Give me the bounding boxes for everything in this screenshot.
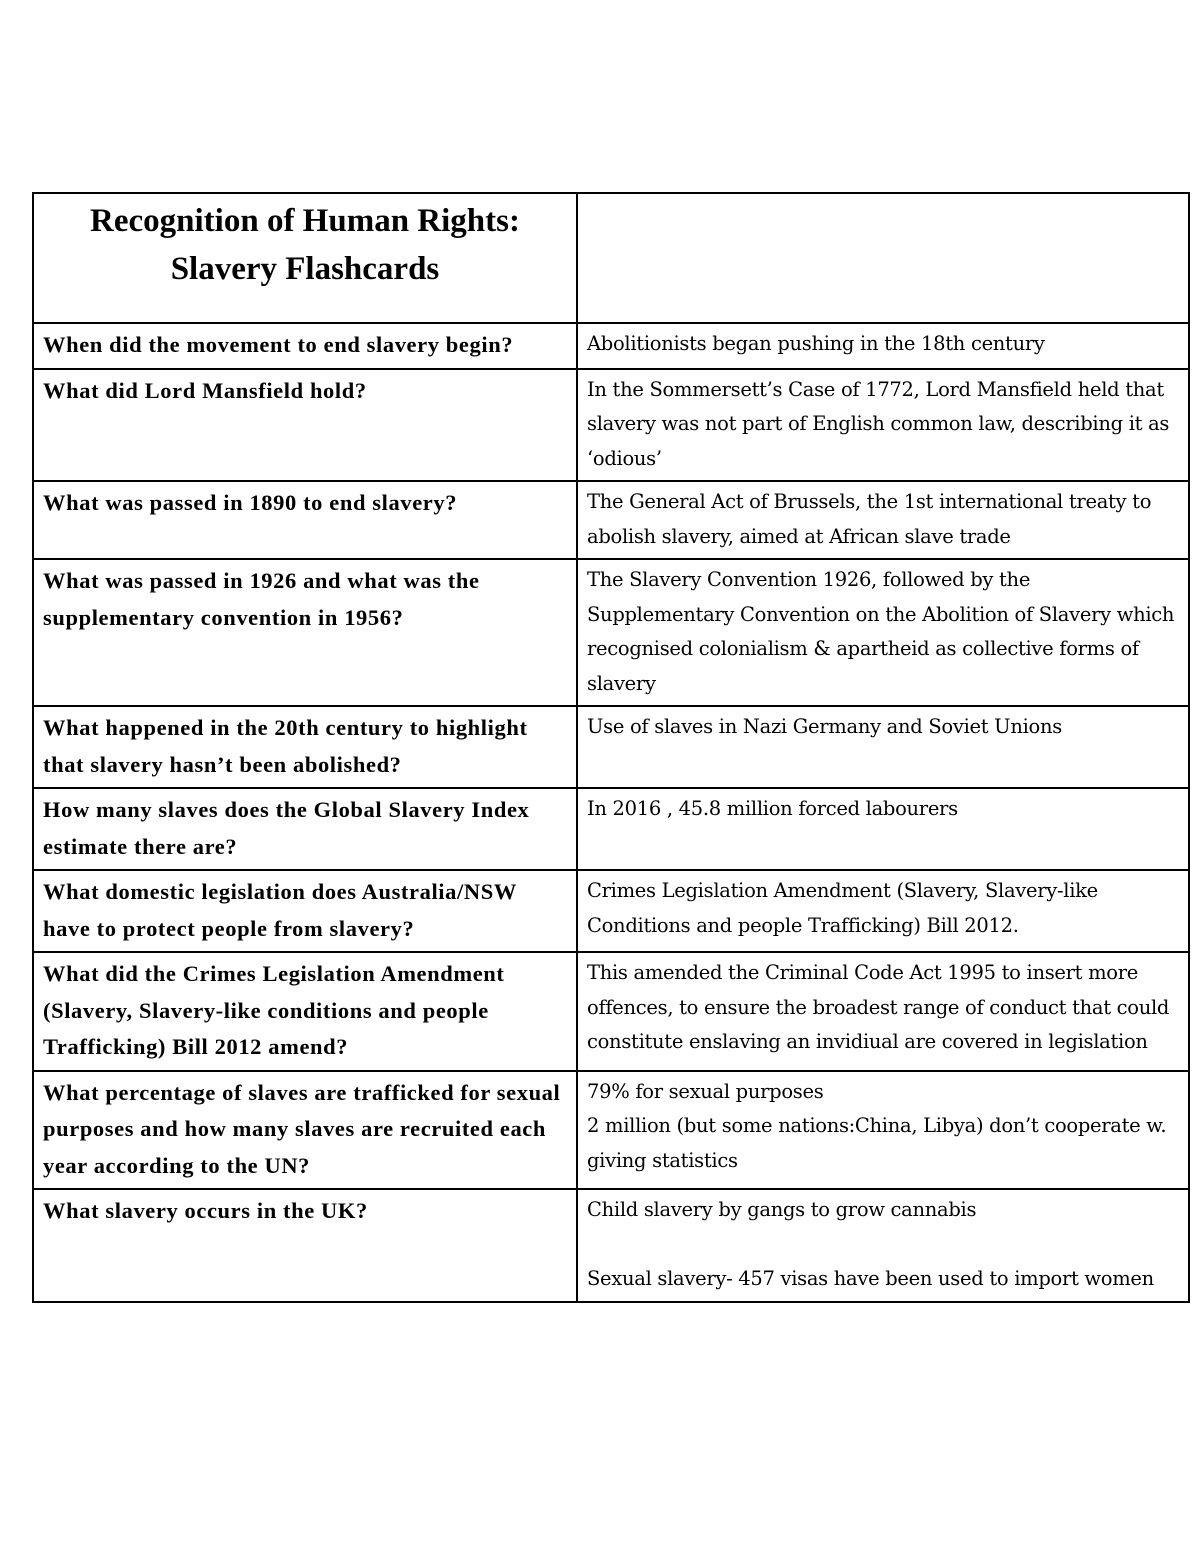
title-empty-cell	[577, 193, 1189, 323]
card-question: What did the Crimes Legislation Amendment (Slavery, Slavery-like conditions and people Trafficking) Bill 2012 amend?	[33, 952, 577, 1071]
card-row	[33, 706, 1189, 788]
card-row	[33, 323, 1189, 369]
card-answer	[577, 1189, 1189, 1302]
card-question: When did the movement to end slavery begin?	[33, 323, 577, 369]
answer-line: Crimes Legislation Amendment (Slavery, Slavery-like Conditions and people Trafficking) Bill 2012.	[587, 879, 1098, 937]
card-row	[33, 788, 1189, 870]
title-line-1: Recognition of Human Rights:	[90, 203, 520, 239]
answer-blank-line	[587, 1228, 1179, 1263]
card-question: How many slaves does the Global Slavery Index estimate there are?	[33, 788, 577, 870]
title-cell	[33, 193, 577, 323]
answer-line: In the Sommersett’s Case of 1772, Lord Mansfield held that slavery was not part of English common law, describing it as ‘odious’	[587, 377, 1170, 470]
answer-line: Use of slaves in Nazi Germany and Soviet Unions	[587, 715, 1062, 738]
card-row	[33, 369, 1189, 482]
card-question: What slavery occurs in the UK?	[33, 1189, 577, 1302]
card-row	[33, 1071, 1189, 1190]
card-question: What was passed in 1926 and what was the supplementary convention in 1956?	[33, 559, 577, 706]
card-answer	[577, 559, 1189, 706]
answer-line: The General Act of Brussels, the 1st international treaty to abolish slavery, aimed at African slave trade	[587, 490, 1152, 548]
card-question: What was passed in 1890 to end slavery?	[33, 481, 577, 559]
answer-line: In 2016 , 45.8 million forced labourers	[587, 797, 958, 820]
card-row	[33, 559, 1189, 706]
card-row	[33, 952, 1189, 1071]
answer-line: This amended the Criminal Code Act 1995 to insert more offences, to ensure the broadest range of conduct that could constitute enslaving an invidiual are covered in legislation	[587, 961, 1170, 1053]
card-answer	[577, 706, 1189, 788]
answer-line: Sexual slavery- 457 visas have been used to import women	[587, 1267, 1154, 1290]
card-answer	[577, 323, 1189, 369]
answer-line: Child slavery by gangs to grow cannabis	[587, 1198, 977, 1221]
card-row	[33, 870, 1189, 952]
card-question: What happened in the 20th century to highlight that slavery hasn’t been abolished?	[33, 706, 577, 788]
answer-line: The Slavery Convention 1926, followed by the Supplementary Convention on the Abolition of Slavery which recognised colonialism & apartheid as collective forms of slavery	[587, 568, 1175, 695]
flashcards-table	[32, 192, 1190, 1303]
card-answer	[577, 1071, 1189, 1190]
card-question: What percentage of slaves are trafficked for sexual purposes and how many slaves are recruited each year according to the UN?	[33, 1071, 577, 1190]
answer-line: 2 million (but some nations:China, Libya) don’t cooperate w. giving statistics	[587, 1114, 1167, 1172]
card-answer	[577, 870, 1189, 952]
card-question: What domestic legislation does Australia/NSW have to protect people from slavery?	[33, 870, 577, 952]
answer-line: 79% for sexual purposes	[587, 1079, 824, 1103]
title-row	[33, 193, 1189, 323]
card-answer	[577, 952, 1189, 1071]
answer-line: Abolitionists began pushing in the 18th century	[587, 332, 1045, 355]
card-row	[33, 1189, 1189, 1302]
card-question: What did Lord Mansfield hold?	[33, 369, 577, 482]
title-line-2: Slavery Flashcards	[170, 251, 440, 287]
card-answer	[577, 481, 1189, 559]
card-answer	[577, 788, 1189, 870]
card-row	[33, 481, 1189, 559]
card-answer	[577, 369, 1189, 482]
